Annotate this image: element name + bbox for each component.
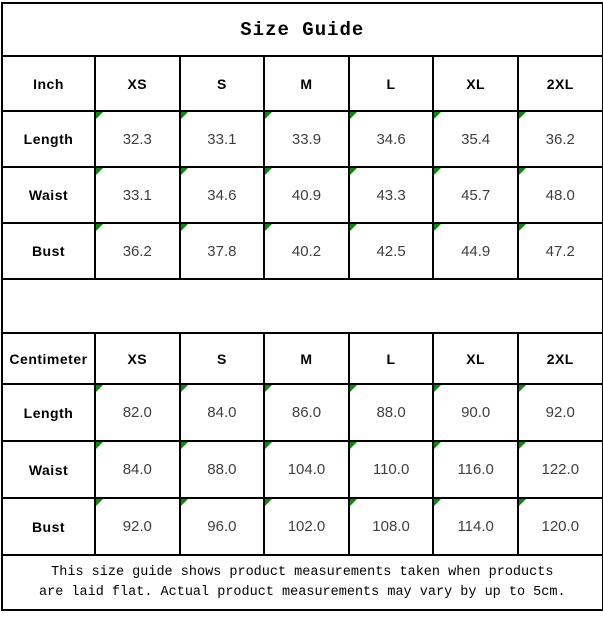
size-value-cell bbox=[433, 111, 518, 167]
size-value-cell bbox=[433, 167, 518, 223]
cell-corner-flag-icon bbox=[265, 385, 272, 392]
cell-corner-flag-icon bbox=[96, 168, 103, 175]
size-header-2xl: 2XL bbox=[518, 333, 603, 384]
cell-corner-flag-icon bbox=[434, 499, 441, 506]
size-value-cell bbox=[180, 223, 265, 279]
size-value: 114.0 bbox=[457, 518, 494, 535]
row-label-bust: Bust bbox=[2, 498, 95, 555]
size-value: 47.2 bbox=[545, 242, 575, 260]
size-value: 40.2 bbox=[291, 242, 322, 260]
size-header-m: M bbox=[264, 56, 349, 111]
size-value-cell bbox=[518, 384, 603, 441]
cell-corner-flag-icon bbox=[519, 499, 526, 506]
size-header-s: S bbox=[180, 56, 265, 111]
row-label-length: Length bbox=[2, 384, 95, 441]
size-value: 37.8 bbox=[207, 242, 237, 260]
size-value: 44.9 bbox=[461, 242, 491, 260]
cell-corner-flag-icon bbox=[350, 112, 357, 119]
size-value-cell bbox=[180, 384, 265, 441]
spacer-row bbox=[2, 279, 603, 333]
cell-corner-flag-icon bbox=[181, 442, 188, 449]
cell-corner-flag-icon bbox=[350, 168, 357, 175]
size-value: 96.0 bbox=[207, 518, 237, 535]
size-value-cell bbox=[518, 167, 603, 223]
size-value-cell bbox=[264, 223, 349, 279]
cell-corner-flag-icon bbox=[96, 385, 103, 392]
size-header-2xl: 2XL bbox=[518, 56, 603, 111]
cell-corner-flag-icon bbox=[350, 385, 357, 392]
size-value: 108.0 bbox=[372, 518, 410, 535]
size-header-xl: XL bbox=[433, 333, 518, 384]
size-value: 120.0 bbox=[541, 518, 580, 535]
size-value-cell bbox=[433, 384, 518, 441]
cell-corner-flag-icon bbox=[265, 499, 272, 506]
cell-corner-flag-icon bbox=[519, 385, 526, 392]
cell-corner-flag-icon bbox=[350, 499, 357, 506]
inch-length-row bbox=[2, 111, 603, 167]
size-value-cell bbox=[264, 111, 349, 167]
size-value-cell bbox=[264, 498, 349, 555]
size-header-m: M bbox=[264, 333, 349, 384]
centimeter-waist-row bbox=[2, 441, 603, 498]
size-value-cell bbox=[518, 441, 603, 498]
cell-corner-flag-icon bbox=[96, 112, 103, 119]
centimeter-length-row bbox=[2, 384, 603, 441]
size-value: 33.1 bbox=[207, 130, 237, 148]
size-value: 88.0 bbox=[207, 461, 237, 478]
page-title: Size Guide bbox=[2, 3, 603, 56]
cell-corner-flag-icon bbox=[96, 224, 103, 231]
size-value: 33.9 bbox=[291, 130, 322, 148]
unit-header-inch: Inch bbox=[2, 56, 95, 111]
size-value-cell bbox=[264, 384, 349, 441]
size-value-cell bbox=[433, 498, 518, 555]
size-header-xs: XS bbox=[95, 56, 180, 111]
size-value-cell bbox=[433, 223, 518, 279]
cell-corner-flag-icon bbox=[96, 499, 103, 506]
size-value: 36.2 bbox=[545, 130, 575, 148]
size-value: 35.4 bbox=[461, 130, 491, 148]
size-value: 122.0 bbox=[541, 461, 580, 478]
size-value-cell bbox=[349, 111, 434, 167]
size-value-cell bbox=[95, 111, 180, 167]
size-value: 84.0 bbox=[122, 461, 152, 478]
size-value: 40.9 bbox=[291, 186, 322, 204]
size-value-cell bbox=[433, 441, 518, 498]
row-label-bust: Bust bbox=[2, 223, 95, 279]
cell-corner-flag-icon bbox=[181, 168, 188, 175]
size-value-cell bbox=[518, 223, 603, 279]
size-value-cell bbox=[95, 441, 180, 498]
size-value: 82.0 bbox=[122, 404, 152, 421]
cell-corner-flag-icon bbox=[519, 442, 526, 449]
size-value-cell bbox=[264, 441, 349, 498]
size-value: 34.6 bbox=[207, 186, 237, 204]
size-header-s: S bbox=[180, 333, 265, 384]
size-value-cell bbox=[349, 223, 434, 279]
cell-corner-flag-icon bbox=[265, 442, 272, 449]
cell-corner-flag-icon bbox=[265, 224, 272, 231]
cell-corner-flag-icon bbox=[265, 168, 272, 175]
centimeter-header-row bbox=[2, 333, 603, 384]
size-value-cell bbox=[518, 498, 603, 555]
size-value-cell bbox=[95, 498, 180, 555]
size-value-cell bbox=[518, 111, 603, 167]
title-row bbox=[2, 3, 603, 56]
size-value-cell bbox=[180, 498, 265, 555]
cell-corner-flag-icon bbox=[265, 112, 272, 119]
cell-corner-flag-icon bbox=[181, 499, 188, 506]
cell-corner-flag-icon bbox=[434, 442, 441, 449]
cell-corner-flag-icon bbox=[181, 224, 188, 231]
size-value: 104.0 bbox=[287, 461, 326, 478]
size-header-l: L bbox=[349, 56, 434, 111]
footer-row bbox=[2, 555, 603, 610]
size-value: 42.5 bbox=[376, 242, 406, 260]
size-value: 110.0 bbox=[372, 461, 410, 478]
inch-waist-row bbox=[2, 167, 603, 223]
cell-corner-flag-icon bbox=[519, 224, 526, 231]
size-value: 90.0 bbox=[461, 404, 491, 421]
cell-corner-flag-icon bbox=[350, 442, 357, 449]
cell-corner-flag-icon bbox=[434, 168, 441, 175]
row-label-length: Length bbox=[2, 111, 95, 167]
row-label-waist: Waist bbox=[2, 441, 95, 498]
size-value-cell bbox=[349, 498, 434, 555]
centimeter-bust-row bbox=[2, 498, 603, 555]
size-value: 88.0 bbox=[376, 404, 406, 421]
footer-note bbox=[2, 555, 603, 610]
size-value: 84.0 bbox=[207, 404, 237, 421]
size-value: 34.6 bbox=[376, 130, 406, 148]
size-value: 102.0 bbox=[287, 518, 326, 535]
size-guide-table bbox=[1, 2, 603, 611]
size-value-cell bbox=[95, 167, 180, 223]
size-value-cell bbox=[349, 441, 434, 498]
footer-note-line2: are laid flat. Actual product measurements may vary by up to 5cm. bbox=[39, 584, 566, 600]
size-header-l: L bbox=[349, 333, 434, 384]
size-value-cell bbox=[95, 384, 180, 441]
size-value: 86.0 bbox=[291, 404, 322, 421]
size-value: 92.0 bbox=[122, 518, 152, 535]
cell-corner-flag-icon bbox=[434, 224, 441, 231]
cell-corner-flag-icon bbox=[181, 112, 188, 119]
cell-corner-flag-icon bbox=[350, 224, 357, 231]
cell-corner-flag-icon bbox=[519, 168, 526, 175]
cell-corner-flag-icon bbox=[181, 385, 188, 392]
size-value: 116.0 bbox=[457, 461, 494, 478]
footer-note-line1: This size guide shows product measurements taken when products bbox=[51, 564, 554, 580]
size-value: 36.2 bbox=[122, 242, 152, 260]
size-value: 43.3 bbox=[376, 186, 406, 204]
inch-header-row bbox=[2, 56, 603, 111]
size-header-xs: XS bbox=[95, 333, 180, 384]
unit-header-centimeter: Centimeter bbox=[2, 333, 95, 384]
size-value-cell bbox=[95, 223, 180, 279]
size-value-cell bbox=[180, 111, 265, 167]
inch-bust-row bbox=[2, 223, 603, 279]
cell-corner-flag-icon bbox=[519, 112, 526, 119]
cell-corner-flag-icon bbox=[434, 112, 441, 119]
size-value-cell bbox=[349, 167, 434, 223]
size-value-cell bbox=[264, 167, 349, 223]
size-header-xl: XL bbox=[433, 56, 518, 111]
size-value: 92.0 bbox=[545, 404, 575, 421]
row-label-waist: Waist bbox=[2, 167, 95, 223]
size-value: 33.1 bbox=[122, 186, 152, 204]
size-value-cell bbox=[180, 167, 265, 223]
size-value: 32.3 bbox=[122, 130, 152, 148]
size-value: 48.0 bbox=[545, 186, 575, 204]
size-value-cell bbox=[180, 441, 265, 498]
size-value-cell bbox=[349, 384, 434, 441]
size-value: 45.7 bbox=[461, 186, 491, 204]
cell-corner-flag-icon bbox=[96, 442, 103, 449]
cell-corner-flag-icon bbox=[434, 385, 441, 392]
spacer-cell bbox=[2, 279, 603, 333]
